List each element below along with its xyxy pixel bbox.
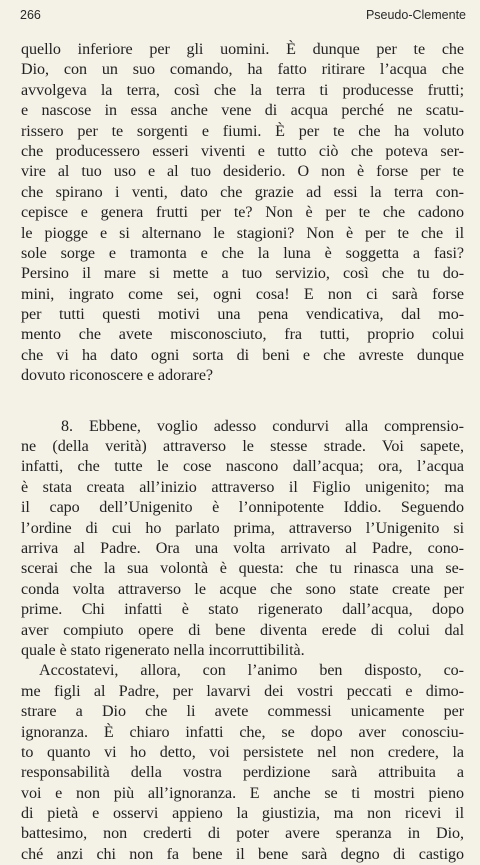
text-line: dovuto riconoscere e adorare? — [21, 367, 214, 385]
body-text — [21, 40, 464, 865]
text-line: il capo dell’Unigenito è l’onnipotente Iddio. Seguendo — [21, 499, 464, 517]
text-line: di pietà e osservi appieno la giustizia, ma non ricevi il — [21, 805, 464, 823]
text-line: per tutti questi motivi una pena vendicativa, dal mo- — [21, 306, 464, 324]
text-line: ne (della verità) attraverso le stesse strade. Voi sapete, — [21, 438, 464, 456]
text-line: Persino il mare si mette a tuo servizio, così che tu do- — [21, 265, 464, 283]
text-line: sole sorge e tramonta e che la luna è soggetta a fasi? — [21, 244, 464, 262]
text-line: l’ordine di cui ho parlato prima, attraverso l’Unigenito si — [21, 519, 464, 537]
text-line: scerai che la sua volontà è questa: che tu rinasca una se- — [21, 560, 464, 578]
paragraph — [21, 661, 464, 865]
text-line: mini, ingrato come sei, ogni cosa! E non ci sarà forse — [21, 285, 464, 303]
text-line: aver compiuto opere di bene diventa erede di colui dal — [21, 621, 464, 639]
text-line: me figli al Padre, per lavarvi dei vostri peccati e dimo- — [21, 682, 464, 700]
text-line: che vi ha dato ogni sorta di beni e che avreste dunque — [21, 346, 464, 364]
text-line: che producessero esseri viventi e tutto ciò che poteva ser- — [21, 142, 464, 160]
text-line: che spirano i venti, dato che grazie ad essi la terra con- — [21, 183, 464, 201]
text-line: quale è stato rigenerato nella incorruttibilità. — [21, 641, 305, 659]
paragraph — [21, 40, 464, 387]
text-line: Accostatevi, allora, con l’animo ben disposto, co- — [39, 662, 464, 680]
text-line: 8. Ebbene, voglio adesso condurvi alla comprensio- — [61, 417, 464, 435]
page-number: 266 — [20, 8, 41, 22]
running-title: Pseudo-Clemente — [365, 8, 466, 22]
text-line: avvolgeva la terra, così che la terra ti producesse frutti; — [21, 81, 464, 99]
text-line: Dio, con un suo comando, ha fatto ritirare l’acqua che — [21, 61, 464, 79]
text-line: e nascose in essa anche vene di acqua perché ne scatu- — [21, 102, 464, 120]
text-line: vire al tuo uso e al tuo desiderio. O non è forse per te — [21, 163, 464, 181]
text-line: è stata creata all’inizio attraverso il Figlio unigenito; ma — [21, 478, 464, 496]
text-line: infatti, che tutte le cose nascono dall’acqua; ora, l’acqua — [21, 458, 464, 476]
text-line: to quanto vi ho detto, voi persistete nel non credere, la — [21, 743, 464, 761]
text-line: le piogge e si alternano le stagioni? Non è per te che il — [21, 224, 464, 242]
text-line: responsabilità della vostra perdizione sarà attribuita a — [21, 764, 464, 782]
text-line: strare a Dio che li avete commessi unicamente per — [21, 703, 464, 721]
text-line: rissero per te sorgenti e fiumi. È per te che ha voluto — [21, 122, 464, 140]
text-line: battesimo, non crederti di poter avere speranza in Dio, — [21, 825, 464, 843]
text-line: quello inferiore per gli uomini. È dunque per te che — [21, 41, 464, 58]
text-line: conda volta attraverso le acque che sono state create per — [21, 580, 464, 598]
paragraph — [21, 417, 464, 662]
text-line: cepisce e genera frutti per te? Non è per te che cadono — [21, 204, 464, 222]
paragraph-gap — [21, 387, 464, 417]
text-line: ché anzi chi non fa bene il bene sarà degno di castigo — [21, 845, 464, 863]
text-line: arriva al Padre. Ora una volta arrivato al Padre, cono- — [21, 539, 464, 557]
text-line: mento che avete misconosciuto, fra tutti, proprio colui — [21, 326, 464, 344]
page-header — [20, 8, 466, 26]
text-line: prime. Chi infatti è stato rigenerato dall’acqua, dopo — [21, 601, 464, 619]
text-line: ignoranza. È chiaro infatti che, se dopo aver conosciu- — [21, 723, 464, 741]
text-line: voi e non più all’ignoranza. E anche se ti mostri pieno — [21, 784, 464, 802]
